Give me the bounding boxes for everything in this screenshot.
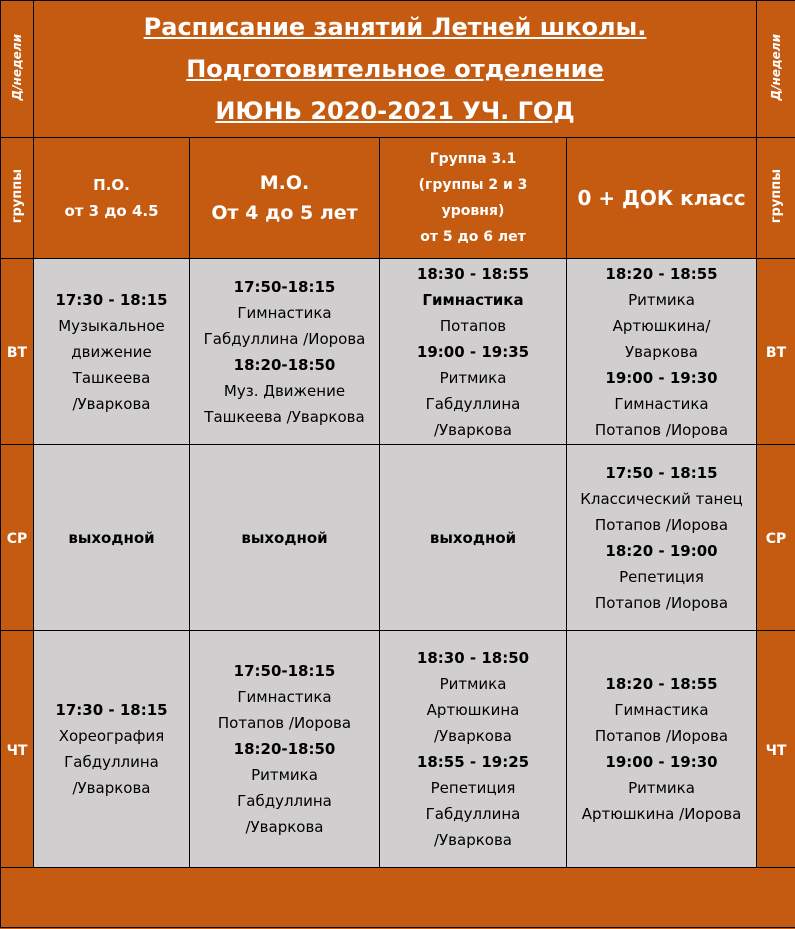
- schedule-line: Габдуллина: [425, 394, 521, 413]
- time-or-subject-bold: 17:50 - 18:15: [605, 463, 718, 482]
- group-3-1-line-2: (группы 2 и 3: [418, 177, 528, 193]
- day-tue-left: ВТ: [6, 345, 28, 361]
- group-po-line-1: П.О.: [93, 176, 130, 194]
- title-block: [34, 1, 757, 138]
- schedule-line: Гимнастика: [237, 688, 332, 706]
- time-or-subject-bold: 18:20-18:50: [233, 355, 336, 374]
- side-groups-right: группы: [768, 168, 784, 224]
- slot-wed-3-1: [380, 445, 567, 631]
- schedule-line: Габдуллина /Иорова: [203, 329, 366, 348]
- slot-tue-3-1: [380, 259, 567, 445]
- schedule-line: Ритмика: [628, 779, 695, 797]
- time-or-subject-bold: 17:50-18:15: [233, 662, 336, 680]
- schedule-line: Ритмика: [628, 290, 695, 309]
- slot-thu-po: [34, 631, 190, 868]
- time-or-subject-bold: 19:00 - 19:35: [416, 342, 530, 361]
- time-or-subject-bold: 18:30 - 18:50: [416, 649, 530, 667]
- day-tue-right: ВТ: [765, 345, 787, 361]
- schedule-line: Репетиция: [619, 567, 704, 586]
- side-label-left-groups: [1, 138, 34, 259]
- schedule-line: Гимнастика: [237, 303, 332, 322]
- schedule-line: Хореография: [58, 727, 165, 745]
- schedule-line: Артюшкина/: [612, 316, 711, 335]
- slot-wed-mo: [190, 445, 380, 631]
- schedule-line: Потапов /Иорова: [594, 515, 729, 534]
- time-or-subject-bold: 18:30 - 18:55: [416, 264, 530, 283]
- title-line-2: Подготовительное отделение: [186, 55, 604, 83]
- day-thu-left: ЧТ: [6, 742, 28, 759]
- group-mo-line-2: От 4 до 5 лет: [211, 202, 358, 224]
- schedule-line: Классический танец: [580, 489, 743, 508]
- schedule-line: Ритмика: [439, 675, 507, 693]
- day-label-left-tue: [1, 259, 34, 445]
- schedule-line: Ритмика: [439, 368, 507, 387]
- time-or-subject-bold: 17:30 - 18:15: [55, 290, 168, 309]
- schedule-line: Муз. Движение: [223, 381, 346, 400]
- schedule-line: Музыкальное: [58, 316, 165, 335]
- day-label-right-wed: [757, 445, 795, 631]
- day-off-label: выходной: [429, 529, 517, 547]
- schedule-line: /Уваркова: [245, 818, 324, 836]
- slot-thu-dok: [567, 631, 757, 868]
- time-or-subject-bold: 18:20-18:50: [233, 740, 336, 758]
- time-or-subject-bold: 19:00 - 19:30: [605, 368, 718, 387]
- side-label-left-days: [1, 1, 34, 138]
- schedule-line: движение: [71, 342, 152, 361]
- slot-thu-3-1: [380, 631, 567, 868]
- group-po-line-2: от 3 до 4.5: [64, 202, 159, 220]
- day-off-label: выходной: [241, 529, 328, 547]
- side-days-left: Д/недели: [10, 33, 24, 101]
- day-off-label: выходной: [68, 529, 155, 547]
- schedule-line: Потапов /Иорова: [594, 593, 729, 612]
- slot-wed-po: [34, 445, 190, 631]
- group-3-1-line-1: Группа 3.1: [429, 151, 517, 167]
- time-or-subject-bold: 18:20 - 18:55: [605, 675, 718, 693]
- slot-tue-dok: [567, 259, 757, 445]
- time-or-subject-bold: 18:55 - 19:25: [416, 753, 530, 771]
- side-label-right-days: [757, 1, 795, 138]
- side-label-right-groups: [757, 138, 795, 259]
- schedule-line: Габдуллина: [64, 753, 159, 771]
- time-or-subject-bold: Гимнастика: [422, 290, 524, 309]
- group-dok-line-1: 0 + ДОК класс: [577, 186, 746, 210]
- time-or-subject-bold: 18:20 - 18:55: [605, 264, 718, 283]
- schedule-line: /Уваркова: [72, 779, 151, 797]
- title-line-1: Расписание занятий Летней школы.: [143, 13, 647, 41]
- time-or-subject-bold: 17:30 - 18:15: [55, 701, 168, 719]
- slot-tue-po: [34, 259, 190, 445]
- day-label-left-thu: [1, 631, 34, 868]
- schedule-line: Габдуллина: [237, 792, 332, 810]
- group-header-mo: [190, 138, 380, 259]
- schedule-line: Репетиция: [430, 779, 516, 797]
- schedule-line: /Уваркова: [433, 831, 513, 849]
- slot-thu-mo: [190, 631, 380, 868]
- day-label-left-wed: [1, 445, 34, 631]
- side-days-right: Д/недели: [769, 33, 784, 101]
- group-header-po: [34, 138, 190, 259]
- schedule-line: Потапов /Иорова: [217, 714, 352, 732]
- schedule-line: Потапов /Иорова: [594, 420, 729, 439]
- schedule-line: /Уваркова: [433, 727, 513, 745]
- footer-band: [1, 868, 795, 928]
- schedule-line: Артюшкина: [426, 701, 520, 719]
- schedule-line: Артюшкина /Иорова: [581, 805, 742, 823]
- schedule-line: Габдуллина: [425, 805, 521, 823]
- schedule-line: Ритмика: [251, 766, 318, 784]
- day-wed-left: СР: [6, 531, 28, 547]
- slot-tue-mo: [190, 259, 380, 445]
- group-header-dok: [567, 138, 757, 259]
- time-or-subject-bold: 18:20 - 19:00: [605, 541, 718, 560]
- slot-wed-dok: [567, 445, 757, 631]
- group-3-1-line-3: уровня): [441, 203, 505, 219]
- side-groups-left: группы: [9, 168, 25, 224]
- time-or-subject-bold: 17:50-18:15: [233, 277, 336, 296]
- schedule-line: Потапов: [439, 316, 507, 335]
- day-thu-right: ЧТ: [765, 742, 787, 759]
- schedule-line: /Уваркова: [72, 394, 151, 413]
- group-header-3-1: [380, 138, 567, 259]
- group-mo-line-1: М.О.: [259, 172, 310, 194]
- schedule-line: Потапов /Иорова: [594, 727, 729, 745]
- schedule-line: Гимнастика: [614, 701, 709, 719]
- schedule-line: Уваркова: [625, 342, 698, 361]
- day-label-right-thu: [757, 631, 795, 868]
- schedule-line: Ташкеева: [72, 368, 151, 387]
- group-3-1-line-4: от 5 до 6 лет: [420, 229, 526, 245]
- schedule-line: Гимнастика: [614, 394, 709, 413]
- schedule-line: /Уваркова: [433, 420, 513, 439]
- time-or-subject-bold: 19:00 - 19:30: [605, 753, 718, 771]
- title-line-3: ИЮНЬ 2020-2021 УЧ. ГОД: [215, 97, 575, 125]
- schedule-line: Ташкеева /Уваркова: [204, 407, 365, 426]
- day-label-right-tue: [757, 259, 795, 445]
- day-wed-right: СР: [765, 531, 787, 547]
